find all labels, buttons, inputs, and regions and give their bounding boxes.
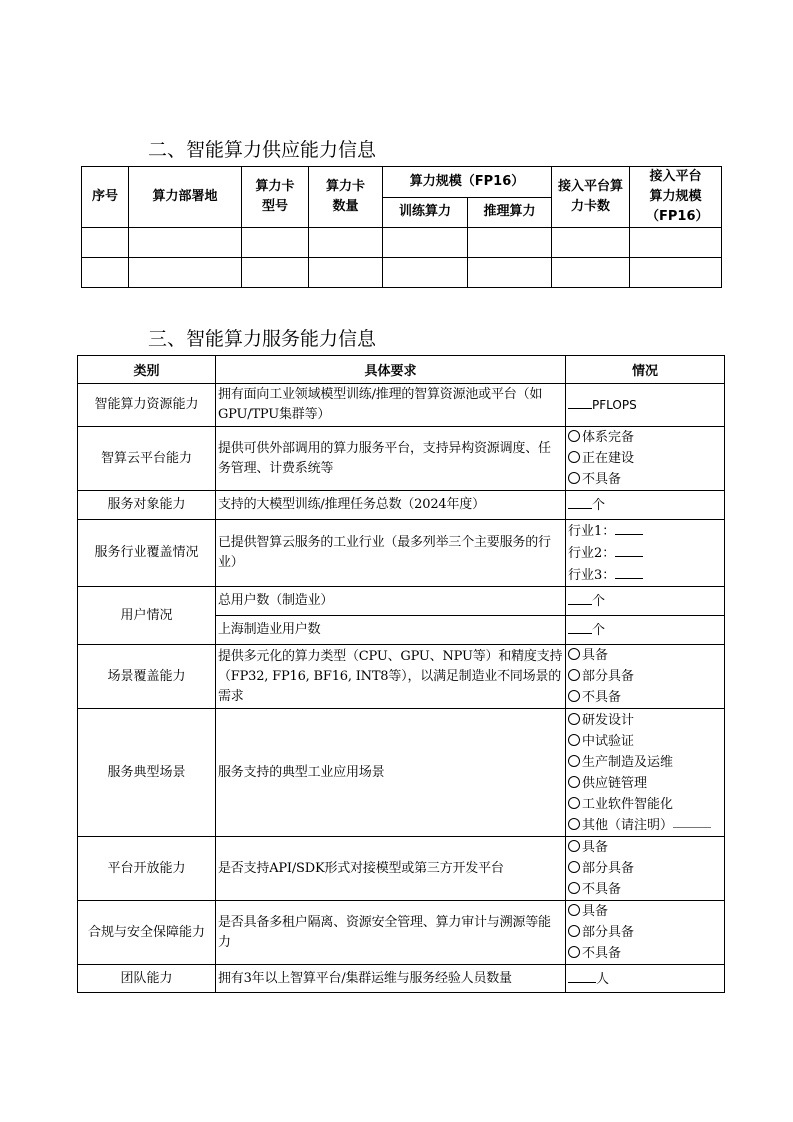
input-cell[interactable] — [468, 258, 552, 288]
radio-option[interactable]: 不具备 — [568, 469, 724, 490]
status-cell — [566, 709, 725, 837]
table-row — [78, 645, 725, 709]
industry-item[interactable]: 行业3： — [568, 564, 724, 586]
header-platform-scale: 接入平台算力规模（FP16） — [630, 167, 722, 228]
header-training: 训练算力 — [383, 197, 468, 228]
unit-label: 人 — [596, 971, 610, 987]
table-row — [78, 965, 725, 993]
radio-option[interactable]: 正在建设 — [568, 448, 724, 469]
radio-option[interactable]: 不具备 — [568, 687, 724, 708]
table-row — [78, 491, 725, 520]
radio-option[interactable]: 部分具备 — [568, 922, 724, 943]
input-cell[interactable] — [468, 228, 552, 258]
unit-label: 个 — [592, 498, 606, 513]
radio-option[interactable]: 具备 — [568, 645, 724, 666]
header-location: 算力部署地 — [129, 167, 242, 228]
radio-circle-icon — [568, 713, 580, 725]
status-cell — [566, 965, 725, 993]
checkbox-option[interactable]: 工业软件智能化 — [568, 794, 724, 815]
table-row — [78, 384, 725, 427]
section3-title: 三、智能算力服务能力信息 — [148, 328, 377, 350]
input-cell[interactable] — [309, 228, 383, 258]
table-row — [78, 587, 725, 616]
input-cell[interactable] — [82, 258, 129, 288]
category-cell: 团队能力 — [78, 965, 216, 993]
table-row — [78, 709, 725, 837]
status-cell — [566, 901, 725, 965]
radio-option[interactable]: 具备 — [568, 837, 724, 858]
status-cell — [566, 616, 725, 645]
checkbox-option[interactable]: 其他（请注明） — [568, 815, 724, 836]
industry-item[interactable]: 行业2： — [568, 542, 724, 564]
fill-blank[interactable] — [568, 619, 592, 634]
radio-circle-icon — [568, 840, 580, 852]
radio-circle-icon — [568, 734, 580, 746]
fill-blank[interactable] — [615, 564, 643, 579]
header-card-model: 算力卡型号 — [242, 167, 309, 228]
requirement-cell: 总用户数（制造业） — [216, 587, 566, 616]
requirement-cell: 已提供智算云服务的工业行业（最多列举三个主要服务的行业） — [216, 520, 566, 587]
fill-blank[interactable] — [568, 494, 592, 509]
input-cell[interactable] — [552, 228, 630, 258]
unit-label: 个 — [592, 623, 606, 638]
industry-item[interactable]: 行业1： — [568, 520, 724, 542]
checkbox-option[interactable]: 生产制造及运维 — [568, 752, 724, 773]
status-cell — [566, 520, 725, 587]
category-cell: 用户情况 — [78, 587, 216, 645]
radio-circle-icon — [568, 925, 580, 937]
table-row — [78, 837, 725, 901]
radio-circle-icon — [568, 690, 580, 702]
header-inference: 推理算力 — [468, 197, 552, 228]
input-cell[interactable] — [242, 258, 309, 288]
table-row — [78, 520, 725, 587]
checkbox-option[interactable]: 研发设计 — [568, 710, 724, 731]
radio-option[interactable]: 部分具备 — [568, 858, 724, 879]
category-cell: 智算云平台能力 — [78, 427, 216, 491]
requirement-cell: 支持的大模型训练/推理任务总数（2024年度） — [216, 491, 566, 520]
supply-capacity-table — [81, 166, 722, 288]
category-cell: 合规与安全保障能力 — [78, 901, 216, 965]
checkbox-option[interactable]: 中试验证 — [568, 731, 724, 752]
fill-blank[interactable] — [615, 542, 643, 557]
service-capacity-table — [77, 355, 725, 993]
input-cell[interactable] — [383, 258, 468, 288]
section2-title: 二、智能算力供应能力信息 — [148, 139, 377, 161]
requirement-cell: 是否具备多租户隔离、资源安全管理、算力审计与溯源等能力 — [216, 901, 566, 965]
fill-blank[interactable] — [673, 826, 711, 828]
fill-blank[interactable] — [568, 968, 596, 983]
radio-circle-icon — [568, 430, 580, 442]
radio-circle-icon — [568, 648, 580, 660]
radio-option[interactable]: 体系完备 — [568, 427, 724, 448]
status-cell — [566, 427, 725, 491]
table-row — [82, 258, 722, 288]
requirement-cell: 提供多元化的算力类型（CPU、GPU、NPU等）和精度支持（FP32, FP16, BF16, INT8等），以满足制造业不同场景的需求 — [216, 645, 566, 709]
header-category: 类别 — [78, 356, 216, 384]
radio-circle-icon — [568, 861, 580, 873]
requirement-cell: 是否支持API/SDK形式对接模型或第三方开发平台 — [216, 837, 566, 901]
input-cell[interactable] — [383, 228, 468, 258]
status-cell — [566, 837, 725, 901]
category-cell: 智能算力资源能力 — [78, 384, 216, 427]
radio-option[interactable]: 部分具备 — [568, 666, 724, 687]
category-cell: 平台开放能力 — [78, 837, 216, 901]
status-cell — [566, 645, 725, 709]
radio-circle-icon — [568, 776, 580, 788]
input-cell[interactable] — [129, 228, 242, 258]
category-cell: 场景覆盖能力 — [78, 645, 216, 709]
header-status: 情况 — [566, 356, 725, 384]
requirement-cell: 服务支持的典型工业应用场景 — [216, 709, 566, 837]
status-cell — [566, 384, 725, 427]
input-cell[interactable] — [82, 228, 129, 258]
category-cell: 服务行业覆盖情况 — [78, 520, 216, 587]
radio-option[interactable]: 具备 — [568, 901, 724, 922]
category-cell: 服务对象能力 — [78, 491, 216, 520]
table-row — [82, 228, 722, 258]
requirement-cell: 拥有面向工业领域模型训练/推理的智算资源池或平台（如GPU/TPU集群等） — [216, 384, 566, 427]
checkbox-option[interactable]: 供应链管理 — [568, 773, 724, 794]
input-cell[interactable] — [552, 258, 630, 288]
header-platform-cards: 接入平台算力卡数 — [552, 167, 630, 228]
unit-label: 个 — [592, 594, 606, 609]
header-card-count: 算力卡数量 — [309, 167, 383, 228]
radio-circle-icon — [568, 669, 580, 681]
radio-circle-icon — [568, 755, 580, 767]
table-row — [78, 901, 725, 965]
radio-circle-icon — [568, 882, 580, 894]
radio-circle-icon — [568, 797, 580, 809]
input-cell[interactable] — [129, 258, 242, 288]
input-cell[interactable] — [309, 258, 383, 288]
category-cell: 服务典型场景 — [78, 709, 216, 837]
status-cell — [566, 587, 725, 616]
header-no: 序号 — [82, 167, 129, 228]
input-cell[interactable] — [630, 228, 722, 258]
radio-circle-icon — [568, 946, 580, 958]
requirement-cell: 上海制造业用户数 — [216, 616, 566, 645]
radio-option[interactable]: 不具备 — [568, 879, 724, 900]
requirement-cell: 提供可供外部调用的算力服务平台，支持异构资源调度、任务管理、计费系统等 — [216, 427, 566, 491]
header-requirement: 具体要求 — [216, 356, 566, 384]
radio-circle-icon — [568, 451, 580, 463]
input-cell[interactable] — [630, 258, 722, 288]
input-cell[interactable] — [242, 228, 309, 258]
table-row — [78, 427, 725, 491]
radio-circle-icon — [568, 818, 580, 830]
requirement-cell: 拥有3年以上智算平台/集群运维与服务经验人员数量 — [216, 965, 566, 993]
radio-option[interactable]: 不具备 — [568, 943, 724, 964]
header-scale: 算力规模（FP16） — [383, 167, 552, 198]
radio-circle-icon — [568, 904, 580, 916]
fill-blank[interactable] — [568, 590, 592, 605]
fill-blank[interactable] — [568, 394, 592, 409]
radio-circle-icon — [568, 472, 580, 484]
fill-blank[interactable] — [615, 520, 643, 535]
status-cell — [566, 491, 725, 520]
unit-label: PFLOPS — [592, 398, 637, 412]
